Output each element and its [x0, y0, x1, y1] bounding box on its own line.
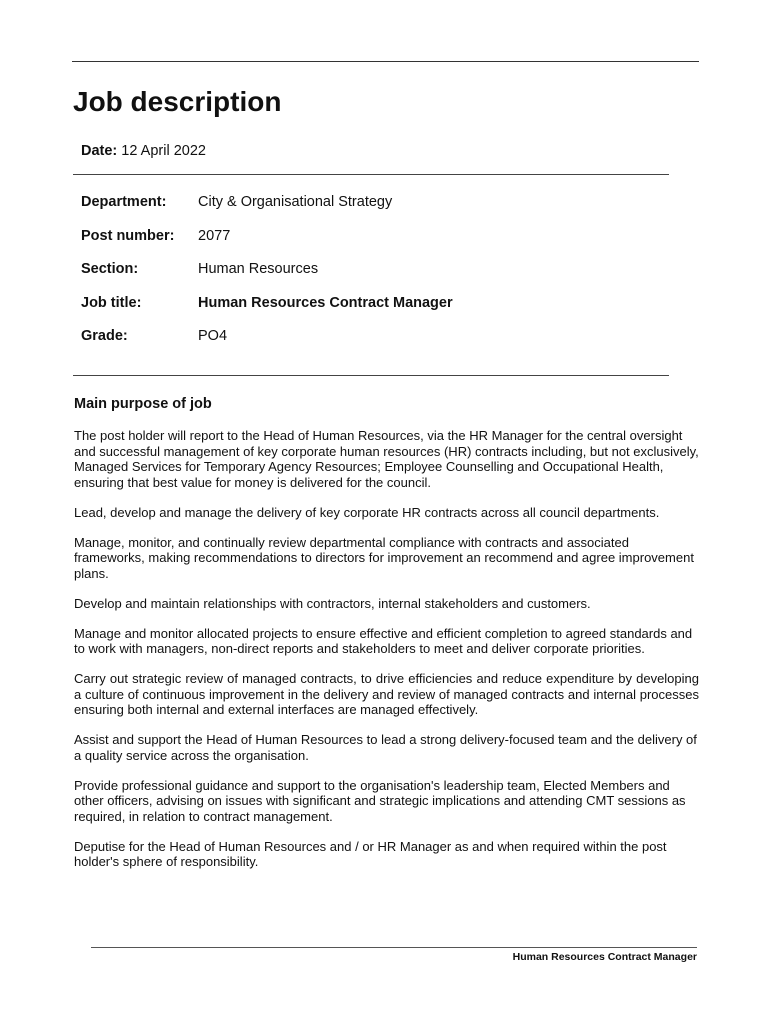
date-label: Date:: [81, 143, 118, 159]
detail-row-grade: [81, 326, 681, 346]
detail-row-post-number: [81, 226, 681, 246]
detail-row-department: [81, 192, 681, 212]
detail-row-job-title: [81, 293, 681, 313]
purpose-paragraph: Manage and monitor allocated projects to ensure effective and efficient completion to agreed standards and to work with managers, non-direct reports and stakeholders to meet and deliver corporate priorities.: [74, 625, 693, 656]
detail-label: Job title:: [81, 295, 142, 311]
purpose-paragraph: Assist and support the Head of Human Resources to lead a strong delivery-focused team and the delivery of a quality service across the organisation.: [74, 732, 697, 763]
main-purpose-body: [74, 428, 699, 884]
purpose-paragraph: Carry out strategic review of managed contracts, to drive efficiencies and reduce expenditure by developing a culture of continuous improvement in the delivery and review of managed contracts and internal processes ensuring both internal and external interfaces are managed effectively.: [74, 671, 699, 717]
main-purpose-heading: Main purpose of job: [74, 396, 212, 412]
footer-job-title: Human Resources Contract Manager: [512, 951, 697, 963]
purpose-paragraph: Manage, monitor, and continually review departmental compliance with contracts and associated frameworks, making recommendations to directors for improvement an recommend and agree improvement plans.: [74, 534, 694, 581]
detail-label: Grade:: [81, 328, 128, 344]
details-bottom-divider: [73, 375, 669, 376]
detail-label: Post number:: [81, 228, 175, 244]
purpose-paragraph: The post holder will report to the Head of Human Resources, via the HR Manager for the central oversight and successful management of key corporate human resources (HR) contracts including, but not exclusively, Managed Services for Temporary Agency Resources; Employee Counselling and Occupational Health, ensuring that best value for money is delivered for the council.: [74, 428, 699, 490]
purpose-paragraph: Develop and maintain relationships with contractors, internal stakeholders and customers.: [74, 595, 591, 611]
document-title: Job description: [73, 86, 282, 117]
detail-value: PO4: [198, 328, 228, 344]
detail-value: Human Resources Contract Manager: [198, 295, 453, 311]
detail-value: City & Organisational Strategy: [198, 194, 393, 210]
date-value: 12 April 2022: [121, 143, 206, 159]
footer-divider: [91, 947, 697, 948]
top-divider: [72, 61, 699, 62]
date-line: [81, 142, 206, 160]
purpose-paragraph: Lead, develop and manage the delivery of key corporate HR contracts across all council departments.: [74, 504, 660, 520]
detail-value: Human Resources: [198, 261, 319, 277]
purpose-paragraph: Provide professional guidance and support to the organisation's leadership team, Elected Members and other officers, advising on issues with significant and strategic implications and attending CMT sessions as required, in relation to contract management.: [74, 777, 686, 824]
detail-label: Department:: [81, 194, 167, 210]
detail-row-section: [81, 259, 681, 279]
purpose-paragraph: Deputise for the Head of Human Resources and / or HR Manager as and when required within the post holder's sphere of responsibility.: [74, 838, 667, 869]
details-top-divider: [73, 174, 669, 175]
detail-label: Section:: [81, 261, 139, 277]
detail-value: 2077: [198, 228, 231, 244]
